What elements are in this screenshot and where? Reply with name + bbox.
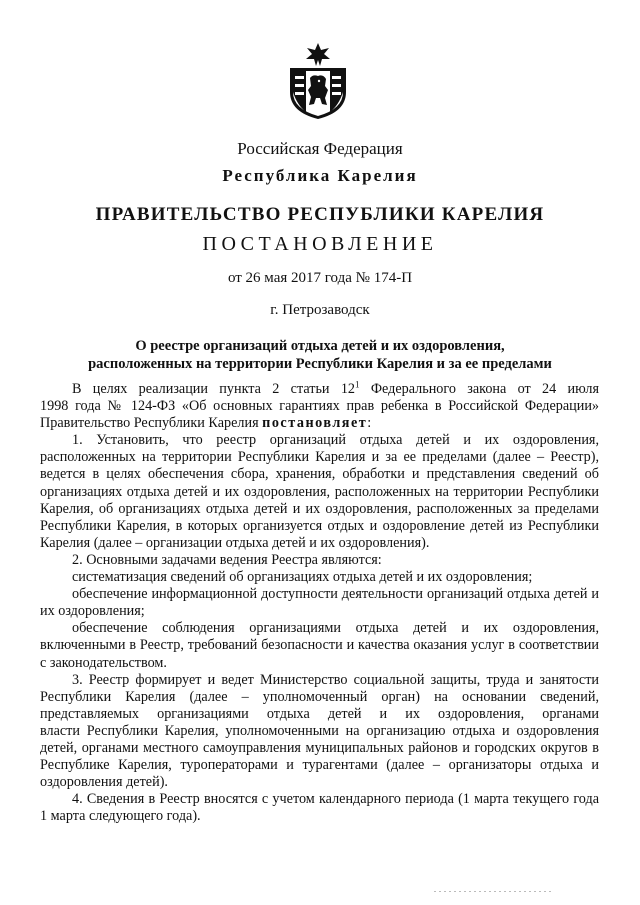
paragraph-2-intro: 2. Основными задачами ведения Реестра являются: bbox=[72, 551, 382, 568]
paragraph-3-line: Республики Карелия (далее – уполномоченный орган) на основании сведений, bbox=[40, 688, 599, 705]
title-line: расположенных на территории Республики Карелия и за ее пределами bbox=[88, 356, 552, 372]
date-number: от 26 мая 2017 года № 174-П bbox=[227, 270, 413, 286]
paragraph-2-item: систематизация сведений об организациях отдыха детей и их оздоровления; bbox=[72, 569, 533, 586]
resolves-keyword: постановляет bbox=[262, 415, 368, 432]
paragraph-2-item: обеспечение информационной доступности деятельности организаций отдыха детей и bbox=[72, 586, 599, 603]
paragraph-1-line: Карелия, об организациях отдыха детей и их оздоровления, расположенных за пределами bbox=[40, 500, 599, 517]
paragraph-1-line: организациях отдыха детей и их оздоровления, расположенных на территории Республики bbox=[40, 483, 599, 500]
paragraph-3-line: детей, органами местного самоуправления муниципальных районов и городских округов в bbox=[40, 739, 599, 756]
republic-name: Республика Карелия bbox=[222, 166, 418, 185]
paragraph-4-line: 4. Сведения в Реестр вносятся с учетом календарного периода (1 марта текущего года bbox=[72, 791, 599, 808]
paragraph-3-line: оздоровления детей). bbox=[40, 774, 168, 791]
paragraph-4-line: 1 марта следующего года). bbox=[40, 808, 201, 825]
paragraph-2-item: обеспечение соблюдения организациями отдыха детей и их оздоровления, bbox=[72, 620, 599, 637]
title-line: О реестре организаций отдыха детей и их оздоровления, bbox=[135, 338, 505, 354]
document-title bbox=[0, 337, 640, 373]
government-heading: ПРАВИТЕЛЬСТВО РЕСПУБЛИКИ КАРЕЛИЯ bbox=[95, 204, 545, 225]
paragraph-1-line: Карелия (далее – организации отдыха детей и их оздоровления). bbox=[40, 534, 430, 551]
document-type: ПОСТАНОВЛЕНИЕ bbox=[202, 233, 438, 255]
scan-artifact bbox=[434, 890, 554, 893]
paragraph-3-line: 3. Реестр формирует и ведет Министерство социальной защиты, труда и занятости bbox=[72, 671, 599, 688]
paragraph-1-line: расположенных на территории Республики Карелия и за ее пределами (далее – Реестр), bbox=[40, 449, 599, 466]
document-body bbox=[40, 381, 599, 825]
paragraph-3-line: представляемых организациями отдыха детей и их оздоровления, органами bbox=[40, 705, 599, 722]
paragraph-1-line: Республики Карелия, в которых организуется отдых и оздоровление детей из Республики bbox=[40, 517, 599, 534]
paragraph-2-item: их оздоровления; bbox=[40, 603, 145, 620]
superscript: 1 bbox=[355, 381, 360, 390]
paragraph-2-item: с законодательством. bbox=[40, 654, 167, 671]
preamble-line: В целях реализации пункта 2 статьи $12^1$ Федерального закона от 24 июля bbox=[72, 381, 599, 397]
preamble-line: Правительство Республики Карелия постановляет: bbox=[40, 415, 372, 432]
paragraph-2-item: включенными в Реестр, требований безопасности и качества оказания услуг в соответствии bbox=[40, 637, 599, 654]
city: г. Петрозаводск bbox=[270, 302, 370, 318]
paragraph-1-line: ведется в целях обеспечения сбора, хранения, обработки и представления сведений об bbox=[40, 466, 599, 483]
paragraph-3-line: власти Республики Карелия, уполномоченными на организацию отдыха и оздоровления bbox=[40, 722, 599, 739]
coat-of-arms-icon bbox=[283, 42, 353, 120]
paragraph-1-line: 1. Установить, что реестр организаций отдыха детей и их оздоровления, bbox=[72, 432, 599, 449]
preamble-line: 1998 года № 124-ФЗ «Об основных гарантиях прав ребенка в Российской Федерации» bbox=[40, 398, 599, 415]
paragraph-3-line: Республике Карелия, туроператорами и турагентами (далее – организаторы отдыха и bbox=[40, 757, 599, 774]
country-name: Российская Федерация bbox=[237, 139, 403, 158]
